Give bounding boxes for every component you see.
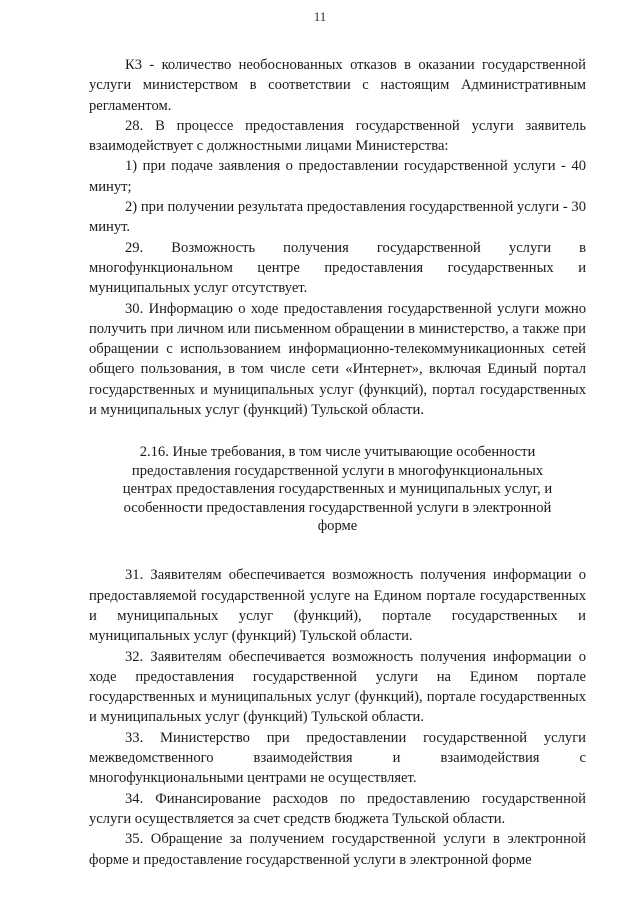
list-item-28-1: 1) при подаче заявления о предоставлении государственной услуги - 40 минут;	[89, 158, 586, 195]
paragraph-34: 34. Финансирование расходов по предоставлению государственной услуги осуществляется за счет средств бюджета Тульской области.	[89, 790, 586, 827]
paragraph-35: 35. Обращение за получением государственной услуги в электронной форме и предоставление государственной услуги в электронной форме	[89, 831, 586, 868]
section-heading-2-16: 2.16. Иные требования, в том числе учитывающие особенности предоставления государственной услуги в многофункциональных центрах предоставления государственных и муниципальных услуг, и особенности предоставления государственной услуги в электронной форме	[122, 444, 553, 534]
paragraph-30: 30. Информацию о ходе предоставления государственной услуги можно получить при личном или письменном обращении в министерство, а также при обращении с использованием информационно-телекоммуникационных сетей общего пользования, в том числе сети «Интернет», включая Единый портал государственных и муниципальных услуг (функций), портал государственных и муниципальных услуг (функций) Тульской области.	[89, 300, 586, 419]
paragraph-28: 28. В процессе предоставления государственной услуги заявитель взаимодействует с должностными лицами Министерства:	[89, 117, 586, 155]
page-number: 11	[313, 9, 327, 24]
document-body	[89, 55, 586, 870]
paragraph-k3: К3 - количество необоснованных отказов в оказании государственной услуги министерством в соответствии с настоящим Административным регламентом.	[89, 57, 586, 114]
paragraph-29: 29. Возможность получения государственной услуги в многофункциональном центре предоставления государственных и муниципальных услуг отсутствует.	[89, 239, 586, 297]
paragraph-31: 31. Заявителям обеспечивается возможность получения информации о предоставляемой государственной услуге на Едином портале государственных и муниципальных услуг (функций), портале государственных и муниципальных услуг (функций) Тульской области.	[89, 567, 586, 645]
paragraph-33: 33. Министерство при предоставлении государственной услуги межведомственного взаимодействия и взаимодействия с многофункциональными центрами не осуществляет.	[89, 729, 586, 787]
list-item-28-2: 2) при получении результата предоставления государственной услуги - 30 минут.	[89, 199, 586, 236]
paragraph-32: 32. Заявителям обеспечивается возможность получения информации о ходе предоставления государственной услуги на Едином портале государственных и муниципальных услуг (функций), портале государственных и муниципальных услуг (функций) Тульской области.	[89, 648, 586, 726]
